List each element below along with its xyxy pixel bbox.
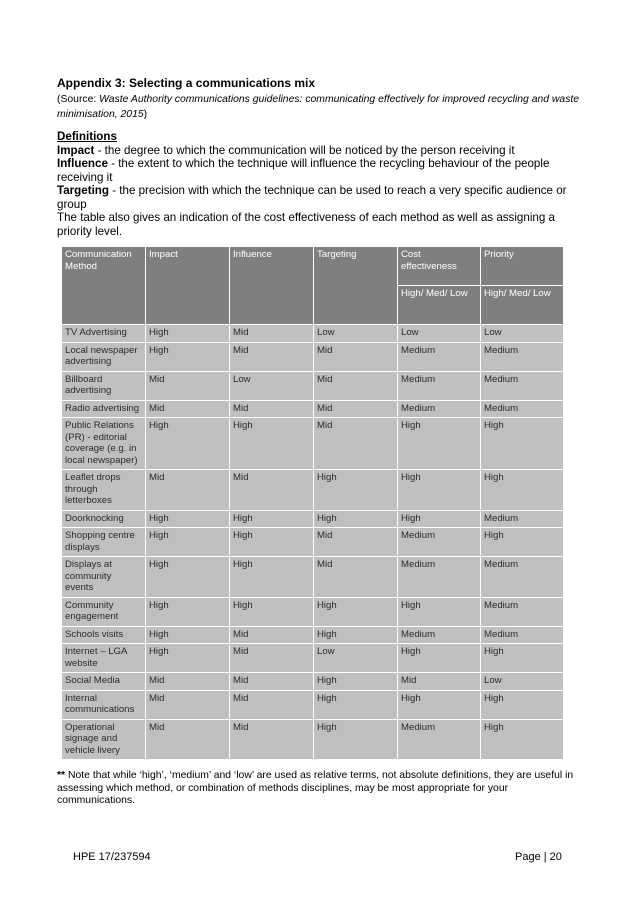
cell-influence: Mid [230, 673, 314, 691]
table-row [62, 597, 564, 626]
cell-impact: High [146, 597, 230, 626]
cell-influence: Low [230, 371, 314, 400]
table-row [62, 470, 564, 511]
table-row [62, 673, 564, 691]
cell-method: Leaflet drops through letterboxes [62, 470, 146, 511]
definition-text: - the extent to which the technique will influence the recycling behaviour of the people receiving it [57, 157, 550, 184]
cell-influence: Mid [230, 719, 314, 760]
cell-cost: Mid [398, 673, 481, 691]
header-targeting: Targeting [314, 247, 398, 325]
cell-method: Schools visits [62, 626, 146, 644]
source-suffix: ) [143, 109, 148, 120]
cell-impact: High [146, 626, 230, 644]
definition-term: Influence [57, 157, 108, 170]
communications-mix-table [61, 246, 564, 760]
cell-cost: Medium [398, 371, 481, 400]
cell-priority: Medium [481, 371, 564, 400]
cell-targeting: High [314, 470, 398, 511]
definitions-closing: The table also gives an indication of the cost effectiveness of each method as well as assigning a priority level. [57, 211, 555, 238]
definition-targeting [57, 184, 587, 211]
cell-cost: High [398, 597, 481, 626]
cell-method: Social Media [62, 673, 146, 691]
cell-priority: High [481, 528, 564, 557]
cell-targeting: Low [314, 644, 398, 673]
cell-method: Displays at community events [62, 557, 146, 598]
cell-method: Local newspaper advertising [62, 342, 146, 371]
cell-impact: Mid [146, 673, 230, 691]
cell-impact: Mid [146, 400, 230, 418]
table-row [62, 528, 564, 557]
cell-cost: Medium [398, 557, 481, 598]
cell-method: Shopping centre displays [62, 528, 146, 557]
cell-targeting: Mid [314, 528, 398, 557]
footer-document-ref: HPE 17/237594 [73, 851, 151, 863]
cell-priority: Medium [481, 597, 564, 626]
cell-targeting: High [314, 626, 398, 644]
cell-method: Community engagement [62, 597, 146, 626]
table-row [62, 690, 564, 719]
cell-priority: Low [481, 673, 564, 691]
cell-impact: High [146, 325, 230, 343]
table-row [62, 626, 564, 644]
cell-influence: Mid [230, 470, 314, 511]
cell-priority: Medium [481, 557, 564, 598]
cell-method: Internal communications [62, 690, 146, 719]
table-row [62, 325, 564, 343]
cell-impact: High [146, 418, 230, 470]
cell-method: TV Advertising [62, 325, 146, 343]
cell-impact: High [146, 528, 230, 557]
cell-priority: Medium [481, 510, 564, 528]
cell-priority: Medium [481, 400, 564, 418]
cell-cost: Low [398, 325, 481, 343]
cell-priority: High [481, 719, 564, 760]
footnote-marker: ** [57, 770, 66, 781]
cell-influence: Mid [230, 644, 314, 673]
table-row [62, 510, 564, 528]
cell-method: Internet – LGA website [62, 644, 146, 673]
cell-impact: High [146, 510, 230, 528]
cell-targeting: High [314, 510, 398, 528]
cell-targeting: High [314, 673, 398, 691]
cell-targeting: High [314, 690, 398, 719]
cell-method: Doorknocking [62, 510, 146, 528]
cell-method: Operational signage and vehicle livery [62, 719, 146, 760]
table-header-row [62, 247, 564, 286]
definition-term: Targeting [57, 184, 109, 197]
cell-priority: Medium [481, 342, 564, 371]
cell-influence: Mid [230, 325, 314, 343]
cell-influence: High [230, 510, 314, 528]
cell-impact: Mid [146, 719, 230, 760]
cell-priority: High [481, 690, 564, 719]
cell-targeting: High [314, 597, 398, 626]
cell-influence: High [230, 557, 314, 598]
cell-impact: High [146, 342, 230, 371]
cell-targeting: Low [314, 325, 398, 343]
table-row [62, 400, 564, 418]
source-prefix: (Source: [57, 94, 100, 105]
source-citation [57, 92, 587, 122]
cell-cost: Medium [398, 400, 481, 418]
definitions-section [57, 130, 587, 238]
cell-influence: High [230, 597, 314, 626]
cell-impact: High [146, 557, 230, 598]
cell-priority: Low [481, 325, 564, 343]
cell-influence: High [230, 528, 314, 557]
table-row [62, 719, 564, 760]
cell-method: Radio advertising [62, 400, 146, 418]
cell-cost: High [398, 510, 481, 528]
table-row [62, 557, 564, 598]
header-priority: Priority [481, 247, 564, 286]
cell-cost: Medium [398, 626, 481, 644]
table-row [62, 418, 564, 470]
cell-cost: High [398, 470, 481, 511]
cell-cost: High [398, 644, 481, 673]
footnote-text: Note that while ‘high’, ‘medium’ and ‘low’ are used as relative terms, not absolute definitions, they are useful in assessing which method, or combination of methods disciplines, may be most appropriate for your communications. [57, 770, 574, 806]
source-title: Waste Authority communications guidelines: communicating effectively for improved recycling and waste minimisation, 2015 [57, 94, 580, 120]
cell-targeting: Mid [314, 418, 398, 470]
definition-text: - the precision with which the technique can be used to reach a very specific audience or group [57, 184, 567, 211]
cell-influence: Mid [230, 342, 314, 371]
cell-targeting: Mid [314, 557, 398, 598]
definition-influence [57, 157, 587, 184]
cell-cost: Medium [398, 528, 481, 557]
definition-impact [57, 144, 587, 158]
definition-term: Impact [57, 143, 95, 157]
definition-text: - the degree to which the communication will be noticed by the person receiving it [94, 143, 515, 157]
cell-cost: Medium [398, 342, 481, 371]
cell-priority: High [481, 470, 564, 511]
cell-targeting: Mid [314, 342, 398, 371]
cell-priority: High [481, 418, 564, 470]
cell-influence: Mid [230, 626, 314, 644]
cell-targeting: Mid [314, 400, 398, 418]
header-cost-effectiveness: Cost effectiveness [398, 247, 481, 286]
cell-targeting: Mid [314, 371, 398, 400]
cell-impact: High [146, 644, 230, 673]
subheader-cost-scale: High/ Med/ Low [398, 286, 481, 325]
cell-priority: Medium [481, 626, 564, 644]
cell-targeting: High [314, 719, 398, 760]
cell-cost: Medium [398, 719, 481, 760]
cell-method: Billboard advertising [62, 371, 146, 400]
appendix-title: Appendix 3: Selecting a communications mix [57, 76, 316, 90]
cell-cost: High [398, 690, 481, 719]
cell-cost: High [398, 418, 481, 470]
table-row [62, 644, 564, 673]
cell-impact: Mid [146, 690, 230, 719]
table-body [62, 325, 564, 760]
subheader-priority-scale: High/ Med/ Low [481, 286, 564, 325]
header-communication-method: Communication Method [62, 247, 146, 325]
cell-priority: High [481, 644, 564, 673]
cell-influence: Mid [230, 400, 314, 418]
cell-impact: Mid [146, 470, 230, 511]
cell-influence: Mid [230, 690, 314, 719]
header-influence: Influence [230, 247, 314, 325]
table-row [62, 371, 564, 400]
cell-method: Public Relations (PR) - editorial coverage (e.g. in local newspaper) [62, 418, 146, 470]
footer-page-number: Page | 20 [515, 851, 562, 863]
definitions-heading: Definitions [57, 130, 117, 143]
cell-influence: High [230, 418, 314, 470]
cell-impact: Mid [146, 371, 230, 400]
footnote [57, 770, 582, 808]
header-impact: Impact [146, 247, 230, 325]
table-row [62, 342, 564, 371]
